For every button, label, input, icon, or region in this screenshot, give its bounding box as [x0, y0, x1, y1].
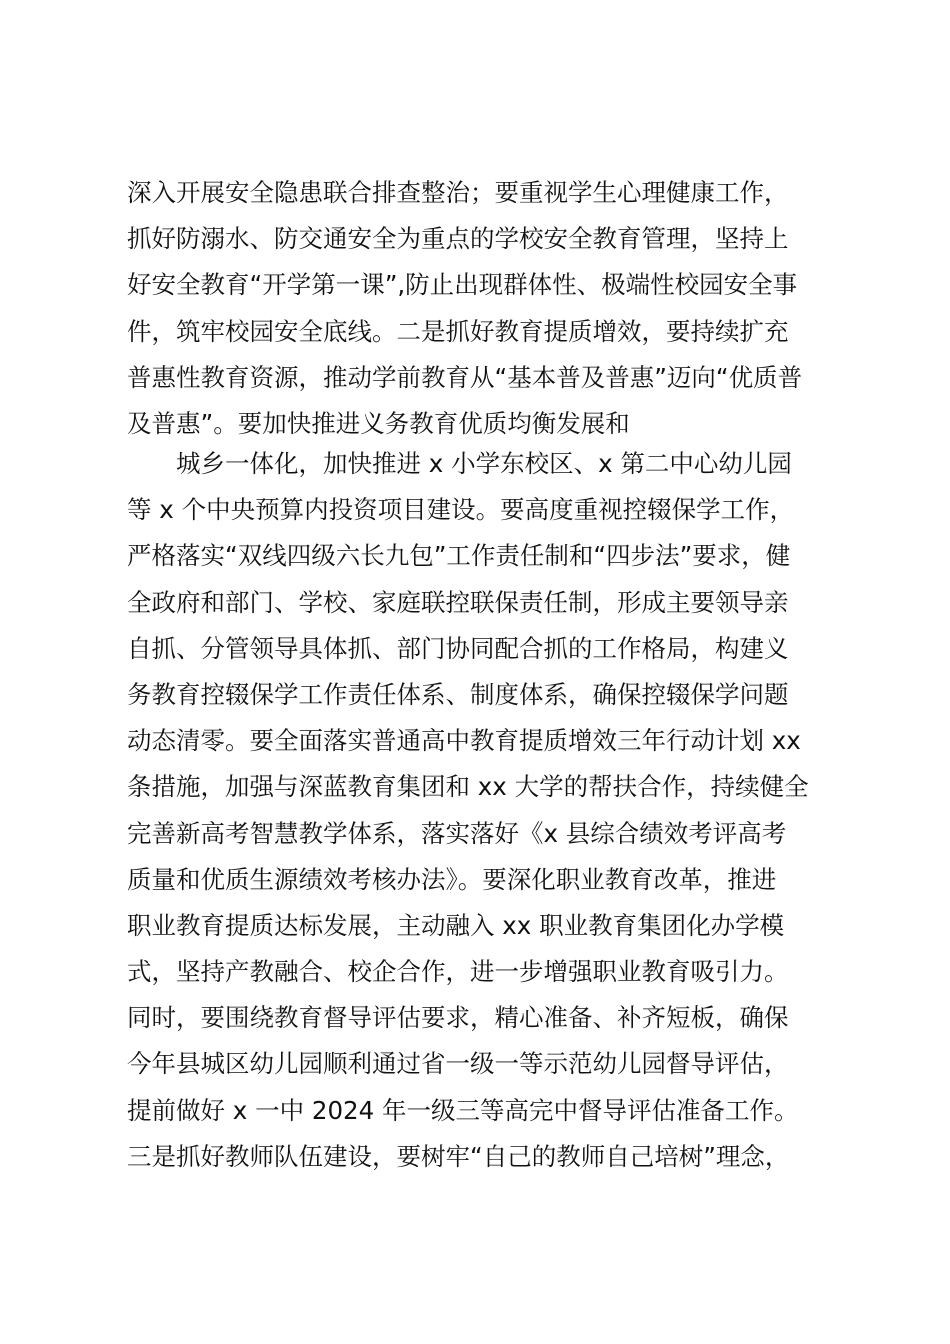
text-line: 动态清零。要全面落实普通高中教育提质增效三年行动计划 xx — [127, 726, 801, 756]
text-line: 提前做好 x 一中 2024 年一级三等高完中督导评估准备工作。 — [127, 1095, 799, 1125]
text-line: 城乡一体化，加快推进 x 小学东校区、x 第二中心幼儿园 — [176, 449, 792, 478]
paragraph-1 — [127, 170, 837, 447]
text-line: 今年县城区幼儿园顺利通过省一级一等示范幼儿园督导评估， — [127, 1049, 789, 1079]
text-line: 质量和优质生源绩效考核办法》。要深化职业教育改革，推进 — [127, 864, 777, 894]
text-line: 好安全教育“开学第一课”,防止出现群体性、极端性校园安全事 — [127, 270, 798, 300]
text-line: 严格落实“双线四级六长九包”工作责任制和“四步法”要求，健 — [127, 541, 791, 571]
text-line: 件，筑牢校园安全底线。二是抓好教育提质增效，要持续扩充 — [127, 316, 789, 346]
text-line: 自抓、分管领导具体抓、部门协同配合抓的工作格局，构建义 — [127, 633, 789, 663]
text-line: 职业教育提质达标发展，主动融入 xx 职业教育集团化办学模 — [127, 910, 785, 940]
text-line: 普惠性教育资源，推动学前教育从“基本普及普惠”迈向“优质普 — [127, 362, 803, 392]
text-line: 务教育控辍保学工作责任体系、制度体系，确保控辍保学问题 — [127, 679, 789, 709]
text-line: 同时，要围绕教育督导评估要求，精心准备、补齐短板，确保 — [127, 1003, 789, 1033]
paragraph-2 — [127, 441, 837, 1180]
text-line: 三是抓好教师队伍建设，要树牢“自己的教师自己培树”理念， — [127, 1141, 790, 1171]
text-line: 全政府和部门、学校、家庭联控联保责任制，形成主要领导亲 — [127, 587, 789, 617]
text-line: 及普惠”。要加快推进义务教育优质均衡发展和 — [127, 408, 630, 438]
text-line: 式，坚持产教融合、校企合作，进一步增强职业教育吸引力。 — [127, 957, 789, 987]
text-line: 条措施，加强与深蓝教育集团和 xx 大学的帮扶合作，持续健全 — [127, 772, 809, 802]
text-line: 抓好防溺水、防交通安全为重点的学校安全教育管理，坚持上 — [127, 224, 789, 254]
text-line: 深入开展安全隐患联合排查整治；要重视学生心理健康工作， — [127, 178, 789, 207]
text-line: 等 x 个中央预算内投资项目建设。要高度重视控辍保学工作， — [127, 495, 795, 525]
text-line: 完善新高考智慧教学体系，落实落好《x 县综合绩效考评高考 — [127, 818, 787, 848]
